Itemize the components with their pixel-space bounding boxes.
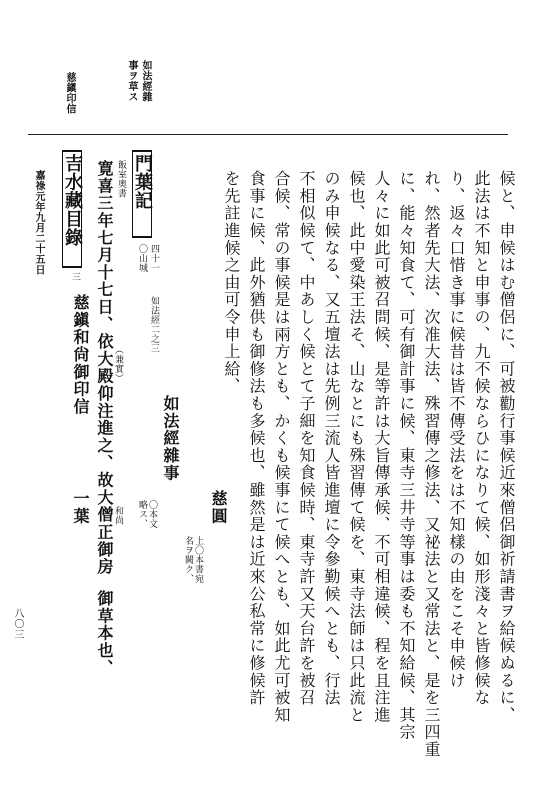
main-text-line: れ、然者先大法、次准大法、殊習傳之修法、又祕法と又常法と、是を三四重 xyxy=(422,170,441,759)
entry-monyoki-date: 寛喜三年七月十七日、依大殿 xyxy=(95,160,114,385)
header-note-left: 慈鎭印信 xyxy=(64,72,75,114)
main-text-line: 人々に如此可被召問候、是等許は大旨傳承候、不可相違候、程を且注進 xyxy=(372,170,391,724)
signature-sender: 慈圓 xyxy=(209,490,228,525)
main-text-line: 候と、申候はむ僧侶に、可被勸行事候近來僧侶御祈請書ヲ給候ぬるに、 xyxy=(497,170,516,724)
main-text-line: 食事に候、此外猶供も御修法も多候也、雖然是は近來公私常に修候許 xyxy=(247,170,266,707)
entry-monyoki-source: 飯室奧書 xyxy=(116,160,126,198)
main-text-line: を先註進候之由可令申上給、 xyxy=(222,170,241,395)
entry-monyoki-sub-a: 四十一 xyxy=(149,244,159,273)
section-note-b: 略ス、 xyxy=(137,500,147,529)
entry-monyoki-date-end: 御草本也、 xyxy=(95,590,114,677)
main-text-line: 合候、常の事候是は兩方とも、かくも候事にて候へとも、如此尤可被知 xyxy=(272,170,291,724)
page-number: 八〇三 xyxy=(12,608,23,640)
entry-monyoki-date-inline-b: 和尚 xyxy=(113,506,123,525)
signature-sender-note-a: 上〇本書宛 xyxy=(193,536,203,584)
page-label: 一葉 xyxy=(71,490,90,525)
section-title: 如法經雜事 xyxy=(161,395,180,482)
entry-monyoki-sub-c: 〇山城 xyxy=(137,244,147,273)
entry-kissui-title: 吉水藏目錄 xyxy=(62,150,82,268)
entry-monyoki-date-inline-a: （兼實） xyxy=(113,345,123,383)
footer-date-line: 嘉祿元年九月二十五日 xyxy=(33,170,44,275)
entry-monyoki-date-rest: 仰注進之、故大僧正御房 xyxy=(95,385,114,576)
main-text-line: 此法は不知と申事の、九不候ならひになりて候、如形淺々と皆修候な xyxy=(472,170,491,707)
main-text-line: に、能々知食て、可有御計事に候、東寺三井寺等事は委も不知給候、其宗 xyxy=(397,170,416,741)
main-text-line: り、返々口惜き事に候昔は皆不傳受法をは不知樣の由をこそ申候け xyxy=(447,170,466,689)
signature-sender-note-b: 名ヲ闕ク、 xyxy=(183,536,193,584)
header-note-right: 如法經雜 xyxy=(140,60,151,102)
entry-monyoki-sub-b: 如法經二之三 xyxy=(149,296,159,353)
entry-kissui-text: 慈鎭和尙御印信 xyxy=(71,294,90,416)
main-text-line: のみ申候なる、又五壇法は先例三流人皆進壇に令參勤候へとも、行法 xyxy=(322,170,341,707)
header-rule xyxy=(28,134,508,135)
header-note-right-2: 事ヲ草ス xyxy=(126,60,137,102)
main-text-line: 候也、此中愛染王法そ、山なとにも殊習傳て候を、東寺法師は只此流と xyxy=(347,170,366,724)
main-text-line: 不相似候て、中あしく候とて子細を知食候時、東寺許又天台許を被召 xyxy=(297,170,316,707)
section-note-a: 〇本文 xyxy=(147,500,157,529)
entry-monyoki-title: 門葉記 xyxy=(132,150,152,238)
entry-kissui-vol: 三 xyxy=(70,272,80,282)
